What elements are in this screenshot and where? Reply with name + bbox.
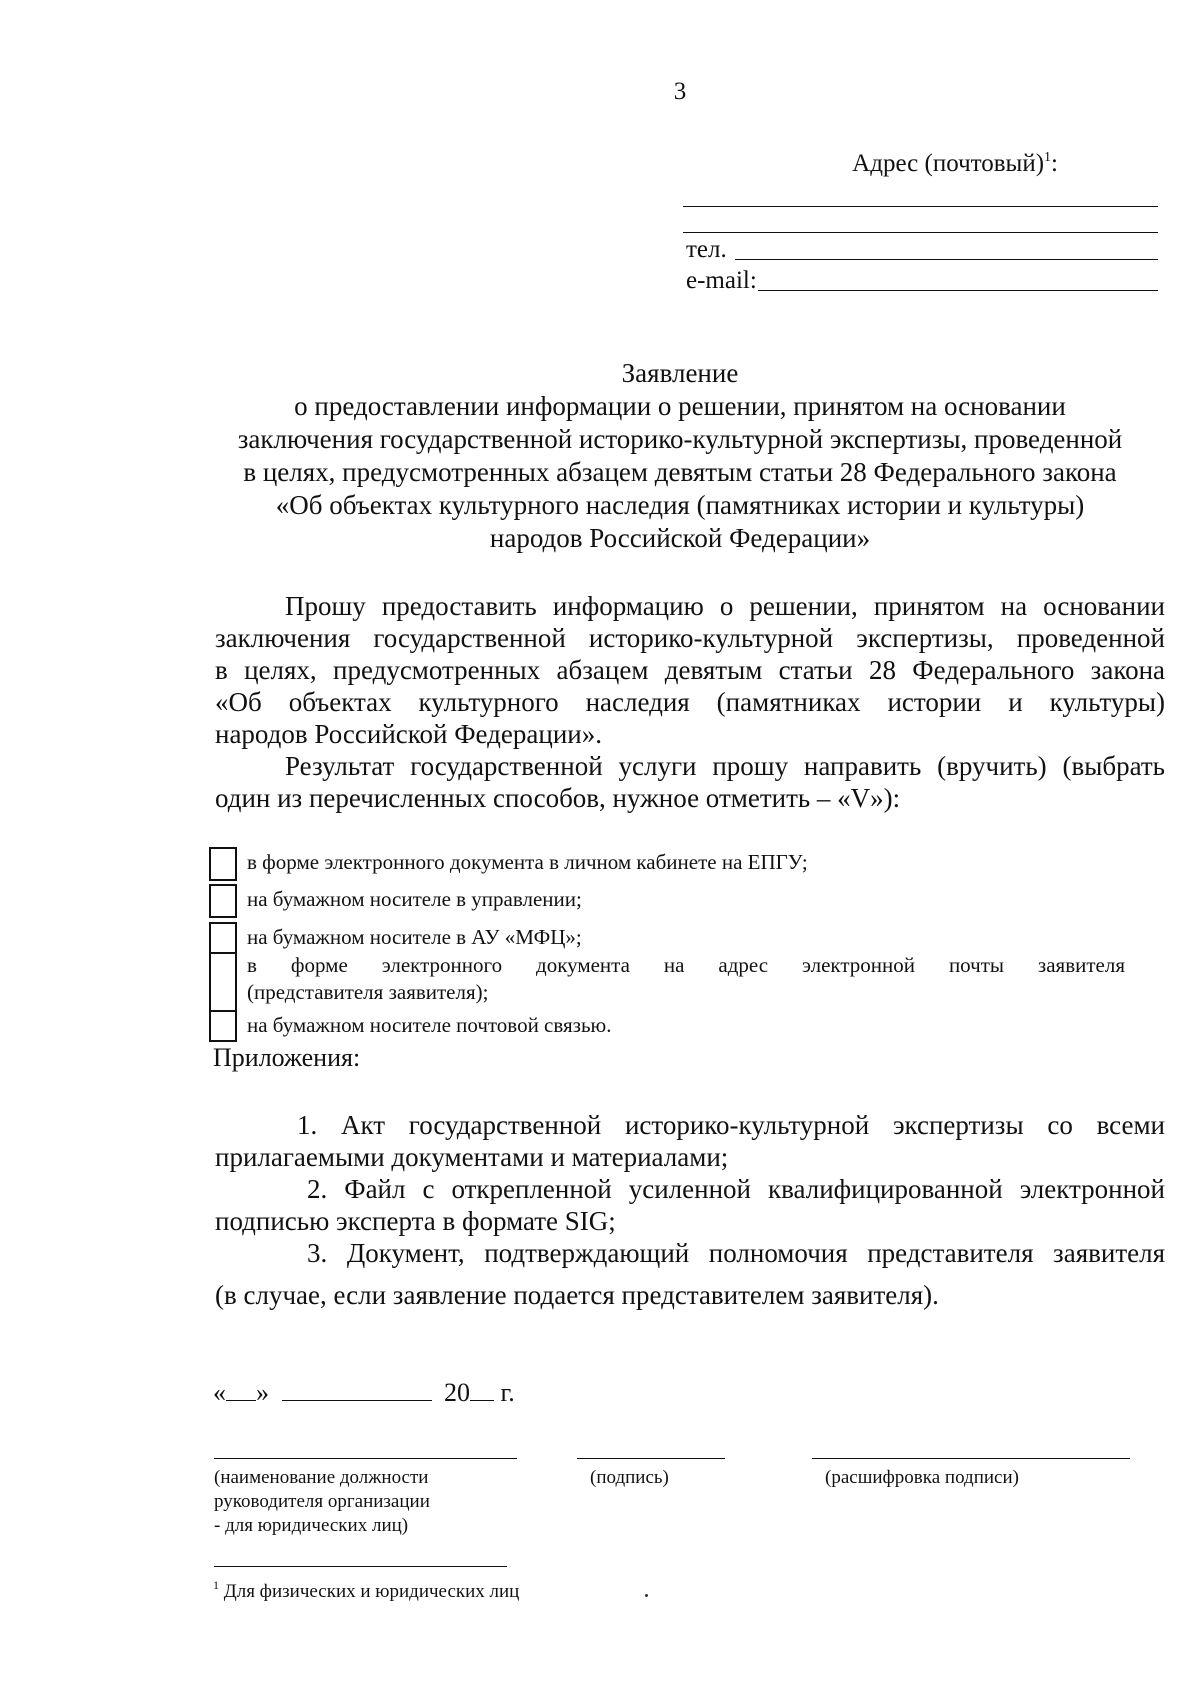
position-line[interactable] bbox=[214, 1458, 517, 1459]
attachment-item: 2. Файл с открепленной усиленной квалифицированной электронной bbox=[307, 1174, 1165, 1204]
attachment-item: 3. Документ, подтверждающий полномочия представителя заявителя bbox=[307, 1238, 1165, 1268]
request-line: Прошу предоставить информацию о решении, принятом на основании bbox=[285, 591, 1165, 621]
option-label: на бумажном носителе в управлении; bbox=[247, 887, 582, 911]
attachments-list bbox=[215, 1237, 1165, 1311]
title-line: Заявление bbox=[621, 358, 739, 388]
transcript-caption: (расшифровка подписи) bbox=[825, 1467, 1019, 1488]
phone-label: тел. bbox=[686, 236, 727, 263]
attachments-list bbox=[215, 1173, 1165, 1237]
date-line: « » 20 г. bbox=[213, 1378, 515, 1407]
attachment-item-cont: подписью эксперта в формате SIG; bbox=[215, 1206, 616, 1236]
address-label: Адрес (почтовый)$^1$: bbox=[852, 150, 1058, 177]
footnote-mark: 1 bbox=[1044, 150, 1052, 165]
scan-dot bbox=[645, 1594, 648, 1597]
title-line: заключения государственной историко-культурной экспертизы, проведенной bbox=[237, 424, 1123, 454]
request-line: «Об объектах культурного наследия (памятниках истории и культуры) bbox=[215, 687, 1165, 717]
month-field[interactable] bbox=[282, 1380, 432, 1401]
option-label: (представителя заявителя); bbox=[247, 980, 489, 1004]
request-line: в целях, предусмотренных абзацем девятым статьи 28 Федерального закона bbox=[215, 655, 1165, 685]
option-checkbox[interactable] bbox=[209, 922, 237, 954]
option-checkbox[interactable] bbox=[209, 847, 237, 881]
request-line: народов Российской Федерации». bbox=[215, 719, 602, 749]
address-line-1[interactable] bbox=[683, 206, 1158, 207]
title-line: в целях, предусмотренных абзацем девятым статьи 28 Федерального закона bbox=[243, 457, 1117, 487]
title-line: о предоставлении информации о решении, принятом на основании bbox=[294, 391, 1066, 421]
signature-caption: (подпись) bbox=[590, 1467, 669, 1488]
option-checkbox[interactable] bbox=[209, 884, 237, 918]
request-line: заключения государственной историко-культурной экспертизы, проведенной bbox=[215, 623, 1165, 653]
result-line: Результат государственной услуги прошу направить (вручить) (выбрать bbox=[285, 751, 1165, 781]
page-number: 3 bbox=[673, 78, 687, 105]
option-checkbox[interactable] bbox=[209, 1010, 237, 1042]
email-label: e-mail: bbox=[686, 267, 757, 294]
footnote: $^1$ Для физических и юридических лиц bbox=[213, 1578, 520, 1602]
phone-field[interactable] bbox=[735, 259, 1158, 260]
position-caption: (наименование должности руководителя организации - для юридических лиц) bbox=[214, 1467, 430, 1536]
day-field[interactable] bbox=[226, 1380, 256, 1401]
attachment-item-cont: (в случае, если заявление подается представителем заявителя). bbox=[215, 1280, 939, 1310]
footnote-separator bbox=[214, 1566, 507, 1567]
option-label: в форме электронного документа в личном кабинете на ЕПГУ; bbox=[247, 850, 808, 874]
result-line: один из перечисленных способов, нужное отметить – «V»): bbox=[215, 783, 901, 813]
document-title bbox=[200, 357, 1160, 555]
option-label: на бумажном носителе почтовой связью. bbox=[247, 1013, 612, 1037]
transcript-line[interactable] bbox=[812, 1458, 1130, 1459]
request-paragraph bbox=[215, 590, 1165, 814]
year-field[interactable] bbox=[470, 1380, 494, 1401]
attachment-item: 1. Акт государственной историко-культурной экспертизы со всеми bbox=[297, 1110, 1165, 1140]
option-label: на бумажном носителе в АУ «МФЦ»; bbox=[247, 925, 582, 949]
attachment-item-cont: прилагаемыми документами и материалами; bbox=[215, 1142, 729, 1172]
attachments-title: Приложения: bbox=[213, 1043, 361, 1072]
email-field[interactable] bbox=[758, 290, 1158, 291]
title-line: «Об объектах культурного наследия (памятниках истории и культуры) bbox=[275, 490, 1085, 520]
option-label: в форме электронного документа на адрес электронной почты заявителя bbox=[247, 953, 1125, 977]
title-line: народов Российской Федерации» bbox=[489, 523, 871, 553]
attachments-list bbox=[215, 1109, 1165, 1173]
address-line-2[interactable] bbox=[683, 232, 1158, 233]
signature-line[interactable] bbox=[577, 1458, 725, 1459]
option-checkbox[interactable] bbox=[209, 952, 237, 1012]
